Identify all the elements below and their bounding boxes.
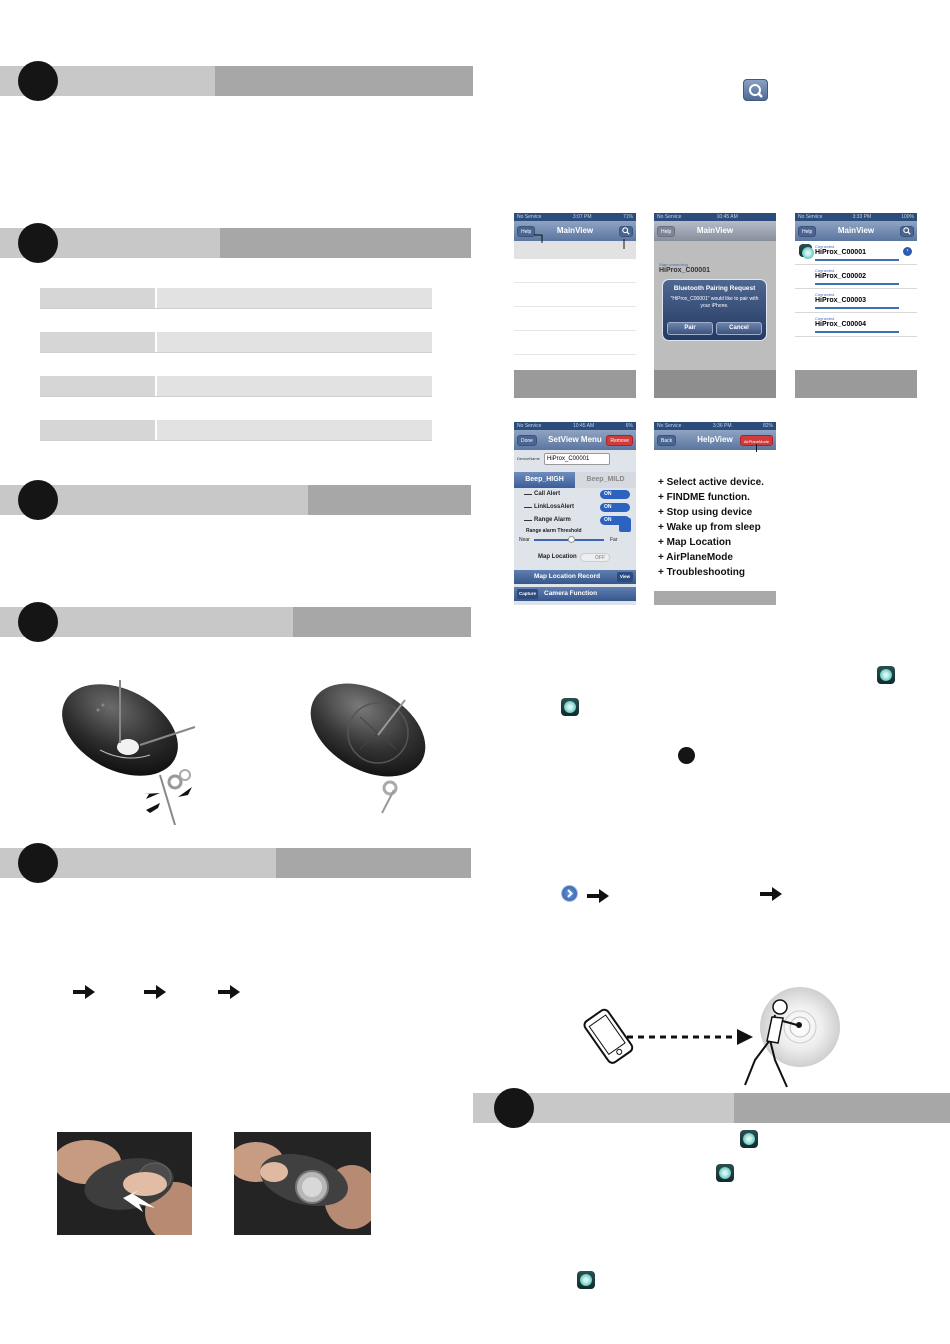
tab-beep-high[interactable]: Beep_HIGH	[514, 472, 575, 488]
camera-function-label: Camera Function	[544, 590, 598, 597]
device-front-illustration	[50, 675, 210, 825]
help-button[interactable]: Help	[798, 226, 816, 237]
app-icon	[561, 698, 579, 716]
nav-title: MainView	[837, 226, 875, 235]
section-marker-4	[18, 602, 58, 642]
map-record-label: Map Location Record	[534, 573, 601, 580]
spec-row	[40, 420, 432, 441]
back-button[interactable]: Back	[657, 435, 676, 446]
battery-insert-photo	[234, 1132, 371, 1235]
section-marker-2	[18, 223, 58, 263]
device-name-input[interactable]: HiProx_C00001	[544, 453, 610, 465]
chevron-right-icon	[561, 885, 578, 902]
linkloss-alert-row: LinkLossAlert ON	[534, 501, 636, 514]
range-alarm-toggle[interactable]: ON	[600, 516, 630, 525]
spec-row	[40, 288, 432, 309]
cancel-button[interactable]: Cancel	[716, 322, 762, 335]
help-button[interactable]: Help	[657, 226, 675, 237]
screenshot-setview: No Service 10:45 AM 6% Done SetView Menu Remove DeviceName HiProx_C00001 Beep_HIGH Beep_MILD Call Alert ON LinkLossAlert ON Range Alarm ON Range alarm Threshold Near Far Map Location OFF Map Location Record View Capture Camera Function	[514, 422, 636, 605]
right-arrow-icon	[760, 887, 782, 901]
section-header-5	[0, 848, 471, 878]
airplane-mode-button[interactable]: AirPlaneMode	[740, 435, 773, 446]
app-icon	[716, 1164, 734, 1182]
capture-button[interactable]: Capture	[517, 589, 538, 599]
near-label: Near	[519, 537, 530, 543]
app-icon	[877, 666, 895, 684]
section-header-3	[0, 485, 471, 515]
section-marker-3	[18, 480, 58, 520]
device-list-item[interactable]: Connected HiProx_C00001 ›	[795, 241, 917, 265]
section-header-2	[0, 228, 471, 258]
screenshot-connected: No Service 3:33 PM 100% Help MainView Connected HiProx_C00001 › Connected HiProx_C00002 Connected HiProx_C00003 Connected HiProx_C00004	[795, 213, 917, 398]
done-button[interactable]: Done	[517, 435, 537, 446]
search-icon	[743, 79, 768, 101]
pair-button[interactable]: Pair	[667, 322, 713, 335]
call-alert-row: Call Alert ON	[534, 488, 636, 501]
help-item[interactable]: + AirPlaneMode	[658, 552, 733, 563]
help-item[interactable]: + Select active device.	[658, 477, 764, 488]
map-location-row: Map Location OFF	[514, 551, 636, 564]
section-marker-inline	[678, 747, 695, 764]
section-header-6	[473, 1093, 950, 1123]
help-item[interactable]: + Stop using device	[658, 507, 753, 518]
nav-title: MainView	[696, 226, 734, 235]
remove-button[interactable]: Remove	[606, 435, 633, 446]
spec-row	[40, 376, 432, 397]
tab-beep-mild[interactable]: Beep_MILD	[575, 472, 636, 488]
call-alert-toggle[interactable]: ON	[600, 490, 630, 499]
help-item[interactable]: + Wake up from sleep	[658, 522, 761, 533]
help-button[interactable]: Help	[517, 226, 535, 237]
dialog-body: "HiProx_C00001" would like to pair with your iPhone.	[670, 296, 759, 309]
app-icon	[577, 1271, 595, 1289]
nav-title: SetView Menu	[548, 435, 602, 444]
section-marker-1	[18, 61, 58, 101]
section-marker-6	[494, 1088, 534, 1128]
help-item[interactable]: + Map Location	[658, 537, 732, 548]
nav-title: HelpView	[697, 435, 733, 444]
bell-icon	[619, 518, 631, 532]
screenshot-mainview: No Service 3:07 PM 71% Help MainView	[514, 213, 636, 398]
view-button[interactable]: View	[617, 572, 633, 582]
findme-illustration	[575, 985, 845, 1093]
device-back-illustration	[300, 675, 450, 825]
search-button[interactable]	[900, 226, 914, 237]
pairing-dialog	[662, 279, 767, 341]
dialog-title: Bluetooth Pairing Request	[673, 285, 756, 292]
linkloss-toggle[interactable]: ON	[600, 503, 630, 512]
battery-cover-photo	[57, 1132, 192, 1235]
device-list-item[interactable]: Connected HiProx_C00002	[795, 265, 917, 289]
device-list-item[interactable]: Connected HiProx_C00004	[795, 313, 917, 337]
nav-title: MainView	[556, 226, 594, 235]
device-name-label: DeviceName	[517, 456, 540, 461]
device-name: HiProx_C00001	[659, 267, 710, 274]
range-alarm-row: Range Alarm ON	[534, 514, 636, 527]
right-arrow-icon	[144, 985, 166, 999]
app-icon	[740, 1130, 758, 1148]
help-item[interactable]: + Troubleshooting	[658, 567, 745, 578]
section-header-1	[0, 66, 473, 96]
right-arrow-icon	[587, 889, 609, 903]
right-arrow-icon	[73, 985, 95, 999]
app-icon	[799, 244, 812, 257]
screenshot-helpview: No Service 3:36 PM 82% Back HelpView AirPlaneMode + Select active device. + FINDME function. + Stop using device + Wake up from sleep + Map Location + AirPlaneMode + Troubleshooting	[654, 422, 776, 605]
map-location-toggle[interactable]: OFF	[580, 553, 610, 562]
device-list-item[interactable]: Connected HiProx_C00003	[795, 289, 917, 313]
range-slider[interactable]	[534, 539, 604, 541]
spec-row	[40, 332, 432, 353]
range-threshold-label: Range alarm Threshold	[526, 528, 582, 534]
start-connecting-text: Start connecting	[659, 262, 688, 267]
right-arrow-icon	[218, 985, 240, 999]
section-marker-5	[18, 843, 58, 883]
section-header-4	[0, 607, 471, 637]
screenshot-pairing: No Service 10:45 AM Help MainView Start connecting HiProx_C00001 Bluetooth Pairing Request "HiProx_C00001" would like to pair with your iPhone. Pair Cancel	[654, 213, 776, 398]
help-item[interactable]: + FINDME function.	[658, 492, 750, 503]
far-label: Far	[610, 537, 618, 543]
